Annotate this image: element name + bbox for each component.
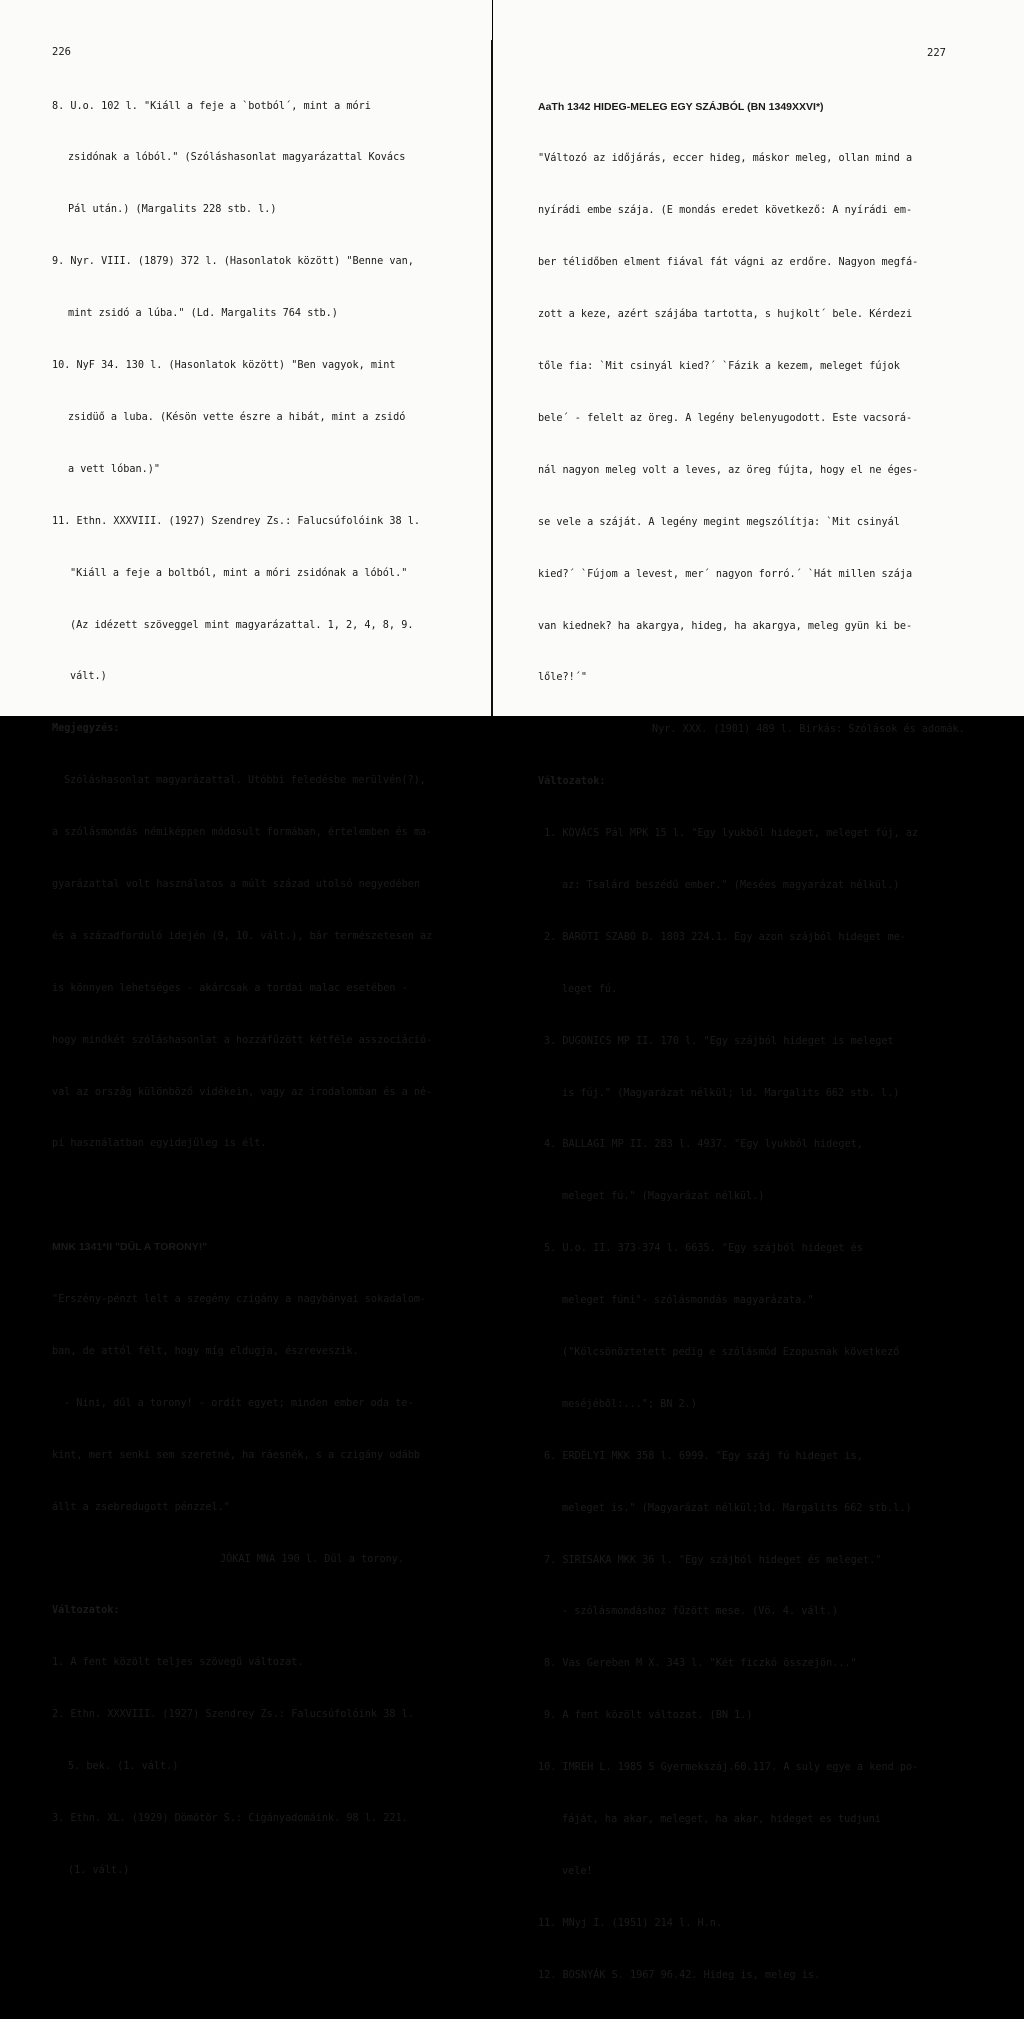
text-line: zsidüő a luba. (Késön vette észre a hibát, mint a zsidó	[68, 411, 406, 423]
list-item: 12. BOSNYÁK S. 1967 96.42. Hideg is, meleg is.	[538, 1969, 821, 1981]
source-citation: JÓKAI MNA 190 l. Dűl a torony.	[220, 1553, 405, 1565]
text-line: gyarázattal volt használatos a múlt század utolsó negyedében	[52, 878, 421, 890]
left-page	[0, 0, 492, 1876]
list-item: 7. SIRISAKA MKK 36 l. "Egy szájból hideget és meleget."	[544, 1554, 882, 1566]
list-item: 5. bek. (1. vált.)	[68, 1761, 179, 1773]
list-item: vele!	[562, 1865, 593, 1877]
tale-heading: AaTh 1342 HIDEG-MELEG EGY SZÁJBÓL (BN 1349XXVI*)	[538, 100, 824, 113]
text-line: val az ország különböző vidékein, vagy az irodalomban és a né-	[52, 1086, 433, 1098]
list-item: fáját, ha akar, meleget, ha akar, hideget es tudjuni	[562, 1813, 881, 1825]
text-line: 11. Ethn. XXXVIII. (1927) Szendrey Zs.: Falucsúfolóink 38 l.	[52, 515, 421, 527]
text-line: "Kiáll a feje a boltból, mint a móri zsidónak a lóból."	[70, 567, 408, 579]
text-line: se vele a száját. A legény megint megszólítja: `Mit csinyál	[538, 516, 900, 528]
list-item: ("Kölcsönöztetett pedig e szólásmód Ezopusnak következő	[562, 1346, 900, 1358]
text-line: mint zsidó a lúba." (Ld. Margalits 764 stb.)	[68, 308, 338, 320]
list-item: (1. vált.)	[68, 1864, 130, 1876]
list-item: meséjéből:..."; BN 2.)	[562, 1398, 697, 1410]
text-line: ber télidőben elment fiával fát vágni az erdőre. Nagyon megfá-	[538, 257, 919, 269]
text-line: "Változó az időjárás, eccer hideg, máskor meleg, ollan mind a	[538, 153, 913, 165]
text-line: "Erszény-pénzt lelt a szegény czigány a nagybányai sokadalom-	[52, 1294, 427, 1306]
spacer	[52, 1187, 432, 1204]
list-item: 3. DUGONICS MP II. 170 l. "Egy szájból hideget is meleget	[544, 1035, 894, 1047]
text-line: nál nagyon meleg volt a leves, az öreg fújta, hogy el ne éges-	[538, 464, 919, 476]
section-heading: Változatok:	[538, 776, 606, 788]
list-item: 11. MNyj I. (1951) 214 l. H.n.	[538, 1917, 723, 1929]
text-line: pi használatban egyidejűleg is élt.	[52, 1138, 267, 1150]
list-item: meleget fú." (Magyarázat nélkül.)	[562, 1191, 765, 1203]
text-line: 9. Nyr. VIII. (1879) 372 l. (Hasonlatok között) "Benne van,	[52, 256, 414, 268]
text-line: (Az idézett szöveggel mint magyarázattal. 1, 2, 4, 8, 9.	[70, 619, 414, 631]
text-line: nyírádi embe szája. (E mondás eredet következő: A nyírádi em-	[538, 205, 913, 217]
list-item: 6. ERDÉLYI MKK 358 l. 6999. "Egy száj fú hideget is,	[544, 1450, 863, 1462]
list-item: 1. KOVÁCS Pál MPK 15 l. "Egy lyukból hideget, meleget fúj, az	[544, 828, 919, 840]
text-line: hogy mindkét szóláshasonlat a hozzáfűzött kétféle asszociáció-	[52, 1034, 433, 1046]
list-item: 2. BARÓTI SZABÓ D. 1803 224.1. Egy azon szájból hideget me-	[544, 931, 906, 943]
text-line: Szóláshasonlat magyarázattal. Utóbbi feledésbe merülvén(?),	[64, 775, 426, 787]
text-line: kint, mert senki sem szeretné, ha ráesnék, s a czigány odább	[52, 1449, 421, 1461]
text-line: Pál után.) (Margalits 228 stb. l.)	[68, 204, 277, 216]
list-item: 5. U.o. II. 373-374 l. 6635. "Egy szájból hideget és	[544, 1243, 863, 1255]
list-item: 2. Ethn. XXXVIII. (1927) Szendrey Zs.: Falucsúfolóink 38 l.	[52, 1709, 414, 1721]
left-text-column	[52, 63, 432, 1914]
right-page	[493, 0, 1024, 1981]
list-item: az: Tsalárd beszédű ember." (Mesées magyarázat nélkül.)	[562, 879, 900, 891]
page-number: 226	[52, 46, 71, 58]
text-line: 8. U.o. 102 l. "Kiáll a feje a `botból´, mint a móri	[52, 100, 371, 112]
source-citation: Nyr. XXX. (1901) 489 l. Birkás: Szólások és adomák.	[652, 724, 965, 736]
page-number: 227	[927, 47, 946, 59]
text-line: van kiednek? ha akargya, hideg, ha akargya, meleg gyün ki be-	[538, 620, 913, 632]
list-item: 1. A fent közölt teljes szövegű változat.	[52, 1657, 304, 1669]
text-line: állt a zsebredugott pénzzel."	[52, 1501, 230, 1513]
text-line: és a századforduló idején (9, 10. vált.), bár természetesen az	[52, 930, 433, 942]
list-item: meleget fúni"- szólásmondás magyarázata."	[562, 1295, 814, 1307]
text-line: lőle?!´"	[538, 672, 588, 684]
section-heading: Megjegyzés:	[52, 723, 120, 735]
text-line: a szólásmondás némiképpen módosult formában, értelemben és ma-	[52, 827, 433, 839]
text-line: 10. NyF 34. 130 l. (Hasonlatok között) "Ben vagyok, mint	[52, 360, 396, 372]
list-item: meleget is." (Magyarázat nélkül;ld. Margalits 662 stb.l.)	[562, 1502, 912, 1514]
text-line: is könnyen lehetséges - akárcsak a tordai malac esetében -	[52, 982, 408, 994]
text-line: zott a keze, azért szájába tartotta, s hujkolt´ bele. Kérdezi	[538, 309, 913, 321]
list-item: leget fú.	[562, 983, 618, 995]
list-item: 4. BALLAGI MP II. 283 l. 4937. "Egy lyukból hideget,	[544, 1139, 863, 1151]
text-line: vált.)	[70, 671, 107, 683]
tale-heading: MNK 1341*II "DŰL A TORONY!"	[52, 1241, 208, 1254]
text-line: tőle fia: `Mit csinyál kied?´ `Fázik a kezem, meleget fújok	[538, 361, 900, 373]
list-item: 3. Ethn. XL. (1929) Dömötör S.: Cigányadomáink. 98 l. 221.	[52, 1812, 408, 1824]
text-line: bele´ - felelt az öreg. A legény belenyugodott. Este vacsorá-	[538, 412, 913, 424]
list-item: - szólásmondáshoz fűzött mese. (Vö. 4. vált.)	[562, 1606, 839, 1618]
text-line: a vett lóban.)"	[68, 463, 161, 475]
text-line: - Nini, dűl a torony! - ordít egyet; minden ember oda te-	[64, 1397, 414, 1409]
text-line: zsidónak a lóból." (Szóláshasonlat magyarázattal Kovács	[68, 152, 406, 164]
section-heading: Változatok:	[52, 1605, 120, 1617]
list-item: 9. A fent közölt változat. (BN 1.)	[544, 1710, 753, 1722]
text-line: kied?´ `Fújom a levest, mer´ nagyon forró.´ `Hát millen szája	[538, 568, 913, 580]
list-item: is fúj." (Magyarázat nélkül; ld. Margalits 662 stb. l.)	[562, 1087, 900, 1099]
text-line: ban, de attól félt, hogy míg eldugja, észreveszik.	[52, 1345, 359, 1357]
list-item: 10. IMREH L. 1985 S Gyermekszáj.60.117. A suly egye a kend po-	[538, 1762, 919, 1774]
right-text-column	[538, 64, 965, 2019]
list-item: 8. Vas Gereben M X. 343 l. "Két ficzkó összejön..."	[544, 1658, 857, 1670]
